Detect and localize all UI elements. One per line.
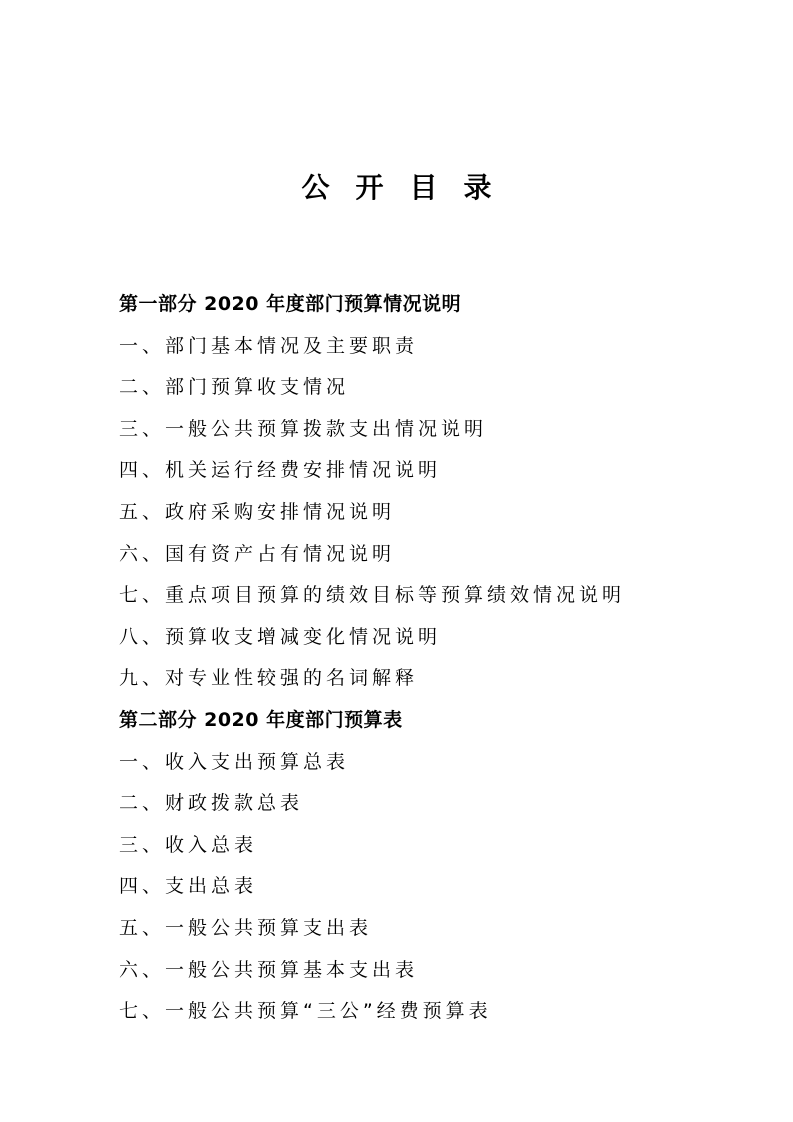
toc-item: 八、预算收支增减变化情况说明 — [119, 625, 442, 648]
toc-item: 七、重点项目预算的绩效目标等预算绩效情况说明 — [119, 584, 626, 607]
toc-item: 六、一般公共预算基本支出表 — [119, 958, 419, 981]
toc-item: 六、国有资产占有情况说明 — [119, 542, 396, 565]
toc-item: 一、收入支出预算总表 — [119, 750, 350, 773]
toc-item: 四、机关运行经费安排情况说明 — [119, 459, 442, 482]
toc-item: 九、对专业性较强的名词解释 — [119, 667, 419, 690]
toc-item: 一、部门基本情况及主要职责 — [119, 334, 419, 357]
toc-item: 三、收入总表 — [119, 833, 258, 856]
toc-item: 二、财政拨款总表 — [119, 792, 304, 815]
toc-item: 五、一般公共预算支出表 — [119, 916, 373, 939]
toc-item: 七、一般公共预算“三公”经费预算表 — [119, 1000, 492, 1023]
toc-item: 三、一般公共预算拨款支出情况说明 — [119, 417, 488, 440]
part-2-heading: 第二部分 2020 年度部门预算表 — [119, 708, 403, 731]
toc-item: 五、政府采购安排情况说明 — [119, 500, 396, 523]
table-of-contents — [119, 284, 739, 1033]
toc-item: 四、支出总表 — [119, 875, 258, 898]
page-title: 公开目录 — [301, 171, 518, 204]
toc-item: 二、部门预算收支情况 — [119, 376, 350, 399]
part-1-heading: 第一部分 2020 年度部门预算情况说明 — [119, 293, 462, 315]
